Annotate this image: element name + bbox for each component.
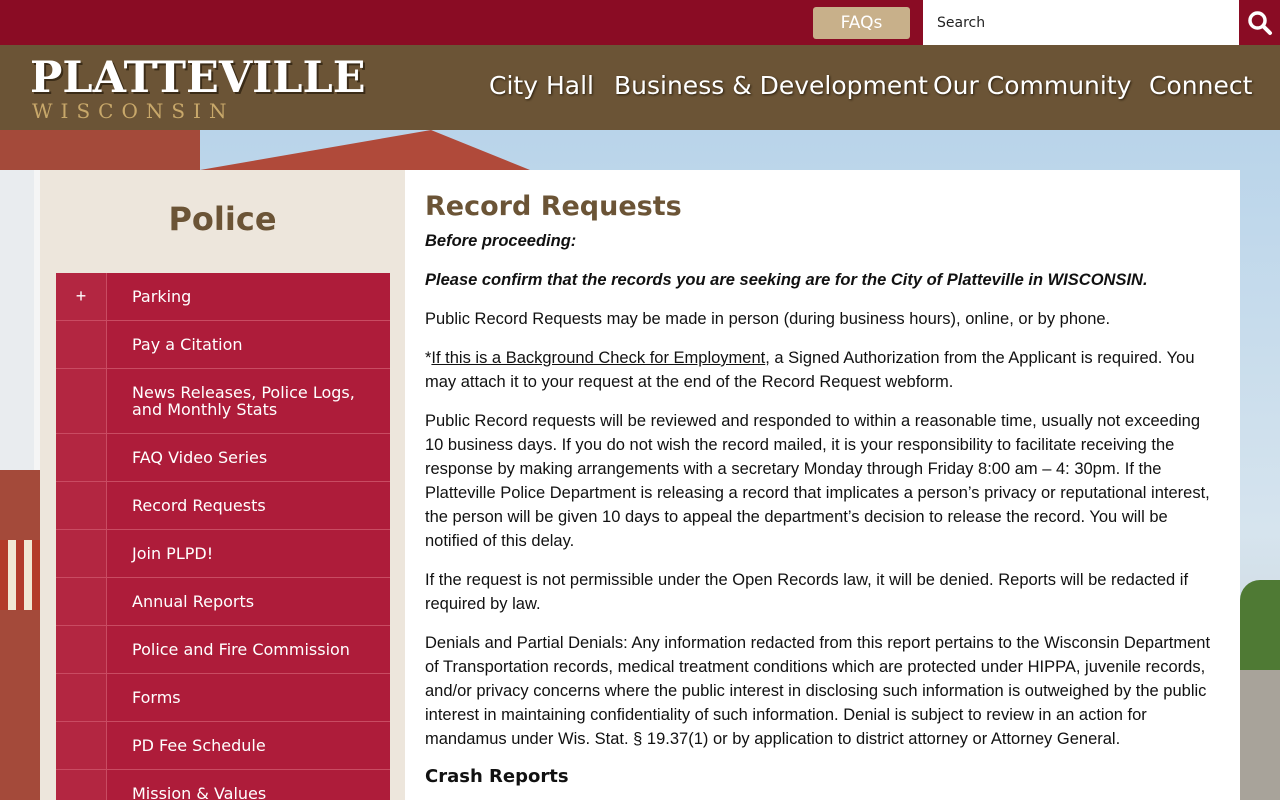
top-utility-bar — [0, 0, 1280, 45]
sidebar-item-mission-values[interactable] — [56, 770, 390, 800]
crash-reports-heading: Crash Reports — [425, 766, 569, 787]
confirm-city-note: Please confirm that the records you are seeking are for the City of Platteville in WISCONSIN. — [425, 271, 1148, 289]
sidebar-item-label: PD Fee Schedule — [132, 736, 266, 755]
menu-toggle-cell — [56, 482, 107, 529]
menu-toggle-cell — [56, 770, 107, 800]
building-window — [0, 170, 40, 470]
nav-our-community[interactable]: Our Community — [933, 71, 1132, 100]
sidebar-item-label: Police and Fire Commission — [132, 640, 350, 659]
search-input[interactable] — [923, 0, 1239, 45]
striped-awning — [0, 540, 40, 610]
menu-toggle-cell — [56, 434, 107, 481]
section-sidebar — [40, 170, 405, 800]
sidebar-menu — [56, 273, 390, 800]
expand-plus-icon[interactable]: + — [56, 273, 107, 320]
search-icon — [1247, 10, 1273, 36]
sidebar-item-label: Record Requests — [132, 496, 266, 515]
paragraph-denials: Denials and Partial Denials: Any information redacted from this report pertains to the Wisconsin Department of Transportation records, medical treatment conditions which are protected under HIPPA, juvenile records, and/or privacy concerns where the public interest in disclosing such information is outweighed by the public interest in maintaining confidentiality of such information. Denial is subject to review in an action for mandamus under Wis. Stat. § 19.37(1) or by application to district attorney or Attorney General. — [425, 634, 1211, 748]
sidebar-item-join-plpd[interactable] — [56, 530, 390, 578]
menu-toggle-cell — [56, 674, 107, 721]
sidebar-item-label: Parking — [132, 287, 192, 306]
street-right — [1240, 670, 1280, 800]
sidebar-item-label: FAQ Video Series — [132, 448, 268, 467]
sidebar-item-label: Join PLPD! — [132, 544, 214, 563]
paragraph-not-permissible: If the request is not permissible under the Open Records law, it will be denied. Reports will be redacted if required by law. — [425, 571, 1189, 613]
sidebar-item-annual-reports[interactable] — [56, 578, 390, 626]
menu-toggle-cell — [56, 369, 107, 433]
nav-business-development[interactable]: Business & Development — [614, 71, 928, 100]
menu-toggle-cell — [56, 530, 107, 577]
menu-toggle-cell — [56, 626, 107, 673]
nav-city-hall[interactable]: City Hall — [489, 71, 594, 100]
sidebar-item-forms[interactable] — [56, 674, 390, 722]
sidebar-item-parking[interactable] — [56, 273, 390, 321]
paragraph-request-methods: Public Record Requests may be made in person (during business hours), online, or by phone. — [425, 310, 1111, 328]
platteville-logo[interactable] — [30, 53, 420, 125]
search-button[interactable] — [1239, 0, 1280, 45]
paragraph-review-timeline: Public Record requests will be reviewed and responded to within a reasonable time, usually not exceeding 10 business days. If you do not wish the record mailed, it is your responsibility to facilitate receiving the response by making arrangements with a secretary Monday through Friday 8:00 am – 4: 30pm. If the Platteville Police Department is releasing a record that implicates a person’s privacy or reputational interest, the person will be given 10 days to appeal the department’s decision to release the record. You will be notified of this delay. — [425, 412, 1210, 550]
trees-right — [1240, 580, 1280, 670]
header-brand-bar — [0, 45, 1280, 130]
menu-toggle-cell — [56, 321, 107, 368]
sidebar-item-pay-a-citation[interactable] — [56, 321, 390, 369]
background-check-link[interactable]: If this is a Background Check for Employment — [431, 349, 766, 367]
background-check-text: , a Signed Authorization from the Applicant is required. You may attach it to your request at the end of the Record Request webform. — [425, 349, 1195, 391]
building-roof — [200, 130, 530, 170]
sidebar-item-label: Forms — [132, 688, 181, 707]
page-title: Record Requests — [425, 191, 682, 222]
sidebar-item-label: News Releases, Police Logs, and Monthly Stats — [132, 383, 355, 419]
sidebar-item-record-requests[interactable] — [56, 482, 390, 530]
sidebar-item-police-fire-commission[interactable] — [56, 626, 390, 674]
sidebar-item-faq-video-series[interactable] — [56, 434, 390, 482]
sidebar-item-news-releases[interactable] — [56, 369, 390, 434]
asterisk: * — [425, 349, 432, 367]
logo-state-name: WISCONSIN — [32, 99, 235, 123]
faqs-button[interactable]: FAQs — [813, 7, 910, 39]
paragraph-background-check — [425, 346, 1220, 394]
sidebar-item-label: Pay a Citation — [132, 335, 243, 354]
nav-connect[interactable]: Connect — [1149, 71, 1253, 100]
sidebar-item-label: Annual Reports — [132, 592, 255, 611]
logo-city-name: PLATTEVILLE — [30, 53, 366, 103]
menu-toggle-cell — [56, 722, 107, 769]
main-content — [405, 170, 1240, 800]
menu-toggle-cell — [56, 578, 107, 625]
before-proceeding-note: Before proceeding: — [425, 232, 577, 250]
sidebar-title: Police — [168, 200, 277, 238]
sidebar-item-label: Mission & Values — [132, 784, 267, 800]
sidebar-item-pd-fee-schedule[interactable] — [56, 722, 390, 770]
